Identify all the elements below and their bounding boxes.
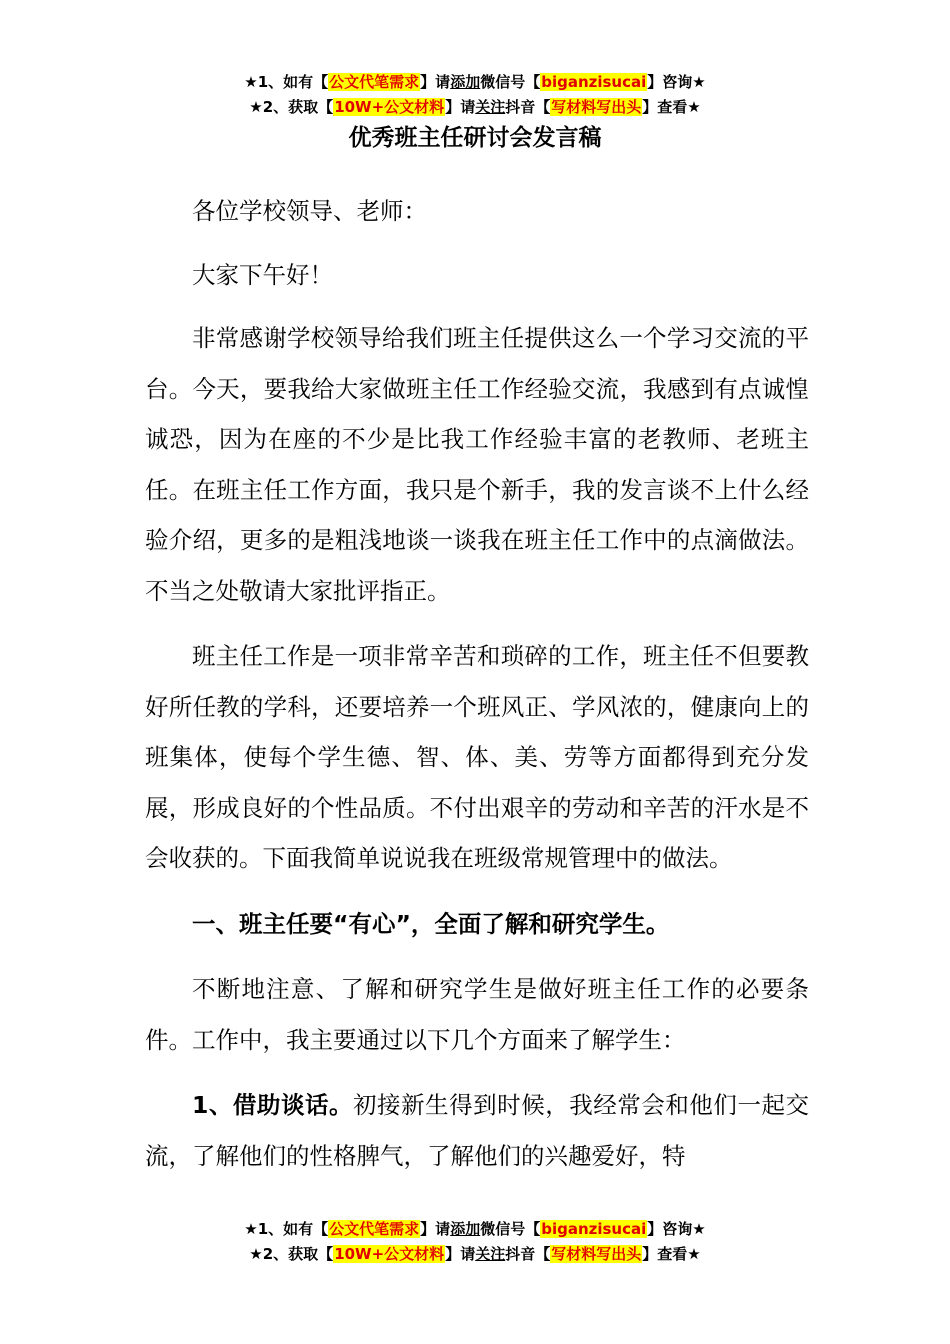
banner-text: 抖音【 [505, 98, 551, 116]
highlight-text: 10W+公文材料 [334, 98, 445, 116]
banner-text: 】请 [420, 1220, 451, 1238]
underlined-text: 添加 [450, 73, 481, 91]
document-body [145, 186, 809, 1196]
banner-text: 】咨询★ [647, 1220, 706, 1238]
banner-text: 】请 [445, 98, 476, 116]
banner-text: ★2、获取【 [249, 98, 334, 116]
greeting: 大家下午好！ [192, 260, 333, 289]
paragraph-4-lead: 1、借助谈话。 [192, 1091, 354, 1119]
banner-line-1 [0, 70, 950, 95]
underlined-text: 添加 [450, 1220, 481, 1238]
highlight-text: 写材料写出头 [551, 1245, 642, 1263]
banner-text: 】请 [420, 73, 451, 91]
highlight-text: 公文代笔需求 [329, 1220, 420, 1238]
header-banner [0, 70, 950, 120]
document-title: 优秀班主任研讨会发言稿 [348, 125, 602, 151]
highlight-text: biganzisucai [541, 1220, 647, 1238]
banner-line-1 [0, 1217, 950, 1242]
banner-text: ★1、如有【 [244, 73, 329, 91]
highlight-text: 10W+公文材料 [334, 1245, 445, 1263]
banner-text: 】咨询★ [647, 73, 706, 91]
highlight-text: 公文代笔需求 [329, 73, 420, 91]
highlight-text: biganzisucai [541, 73, 647, 91]
banner-text: 】查看★ [642, 98, 701, 116]
banner-text: 】请 [445, 1245, 476, 1263]
paragraph-3: 不断地注意、了解和研究学生是做好班主任工作的必要条件。工作中，我主要通过以下几个方面来了解学生： [145, 975, 809, 1054]
banner-text: 微信号【 [480, 73, 541, 91]
underlined-text: 关注 [475, 98, 506, 116]
banner-text: 微信号【 [480, 1220, 541, 1238]
banner-text: ★1、如有【 [244, 1220, 329, 1238]
paragraph-4-text: 初接新生得到时候，我经常会和他们一起交流，了解他们的性格脾气，了解他们的兴趣爱好，特 [145, 1091, 809, 1170]
paragraph-2: 班主任工作是一项非常辛苦和琐碎的工作，班主任不但要教好所任教的学科，还要培养一个班风正、学风浓的，健康向上的班集体，使每个学生德、智、体、美、劳等方面都得到充分发展，形成良好的个性品质。不付出艰辛的劳动和辛苦的汗水是不会收获的。下面我简单说说我在班级常规管理中的做法。 [145, 642, 809, 872]
banner-text: 抖音【 [505, 1245, 551, 1263]
salutation: 各位学校领导、老师： [192, 197, 427, 225]
highlight-text: 写材料写出头 [551, 98, 642, 116]
banner-text: 】查看★ [642, 1245, 701, 1263]
paragraph-4 [145, 1080, 809, 1181]
section-heading-1: 一、班主任要“有心”，全面了解和研究学生。 [192, 909, 670, 938]
banner-text: ★2、获取【 [249, 1245, 334, 1263]
banner-line-2 [0, 95, 950, 120]
paragraph-1: 非常感谢学校领导给我们班主任提供这么一个学习交流的平台。今天，要我给大家做班主任工作经验交流，我感到有点诚惶诚恐，因为在座的不少是比我工作经验丰富的老教师、老班主任。在班主任工作方面，我只是个新手，我的发言谈不上什么经验介绍，更多的是粗浅地谈一谈我在班主任工作中的点滴做法。不当之处敬请大家批评指正。 [145, 324, 809, 605]
footer-banner [0, 1217, 950, 1267]
underlined-text: 关注 [475, 1245, 506, 1263]
banner-line-2 [0, 1242, 950, 1267]
